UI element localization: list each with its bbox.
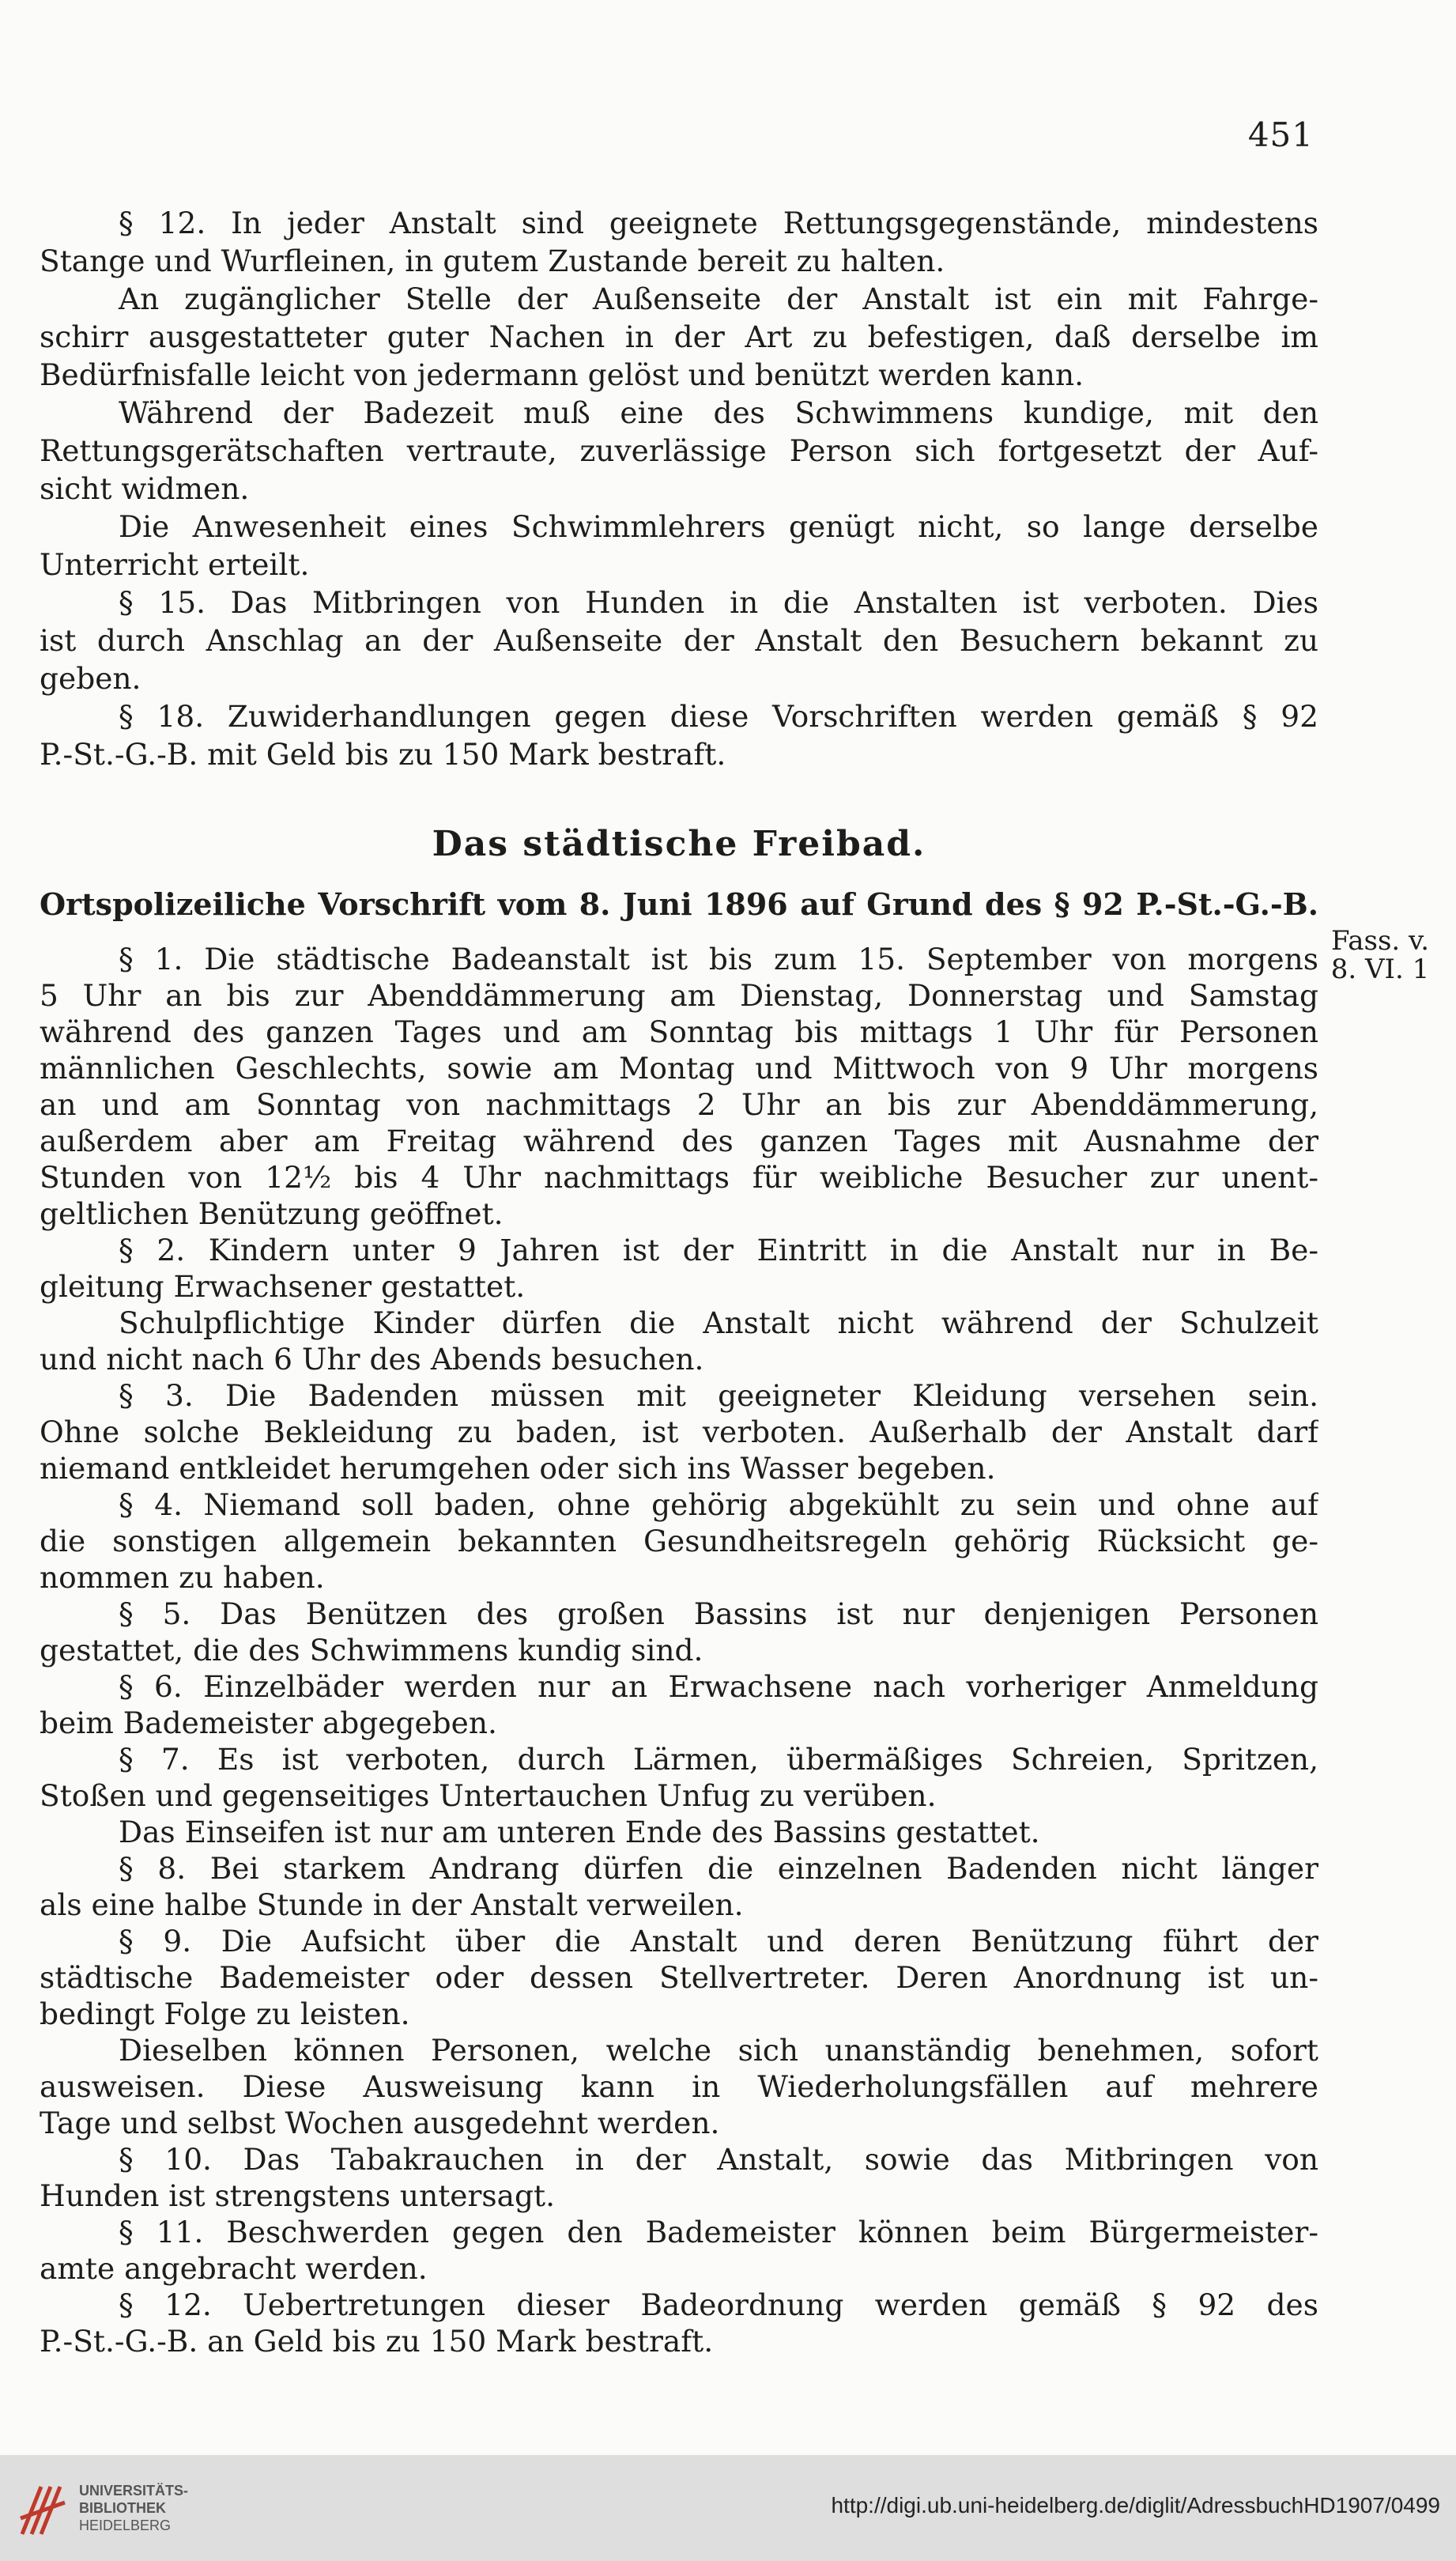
text-line: sicht widmen. bbox=[40, 471, 250, 506]
text-line: Während der Badezeit muß eine des Schwimmens kundige, mit den bbox=[119, 395, 1318, 430]
text-line: 5 Uhr an bis zur Abenddämmerung am Dienstag, Donnerstag und Samstag bbox=[40, 978, 1318, 1013]
text-line: § 12. Uebertretungen dieser Badeordnung werden gemäß § 92 des bbox=[119, 2287, 1318, 2322]
text-line: Stunden von 12½ bis 4 Uhr nachmittags für weibliche Besucher zur unent- bbox=[40, 1160, 1318, 1195]
text-line: und nicht nach 6 Uhr des Abends besuchen. bbox=[40, 1342, 704, 1377]
text-line: an und am Sonntag von nachmittags 2 Uhr an bis zur Abenddämmerung, bbox=[40, 1087, 1318, 1122]
text-line: An zugänglicher Stelle der Außenseite der Anstalt ist ein mit Fahrge- bbox=[119, 281, 1318, 316]
text-line: P.-St.-G.-B. mit Geld bis zu 150 Mark bestraft. bbox=[40, 737, 726, 772]
text-line: geben. bbox=[40, 661, 141, 696]
text-line: Rettungsgerätschaften vertraute, zuverlässige Person sich fortgesetzt der Auf- bbox=[40, 433, 1318, 468]
text-line: ist durch Anschlag an der Außenseite der Anstalt den Besuchern bekannt zu bbox=[40, 623, 1318, 658]
logo-line: BIBLIOTHEK bbox=[79, 2500, 166, 2516]
text-line: amte angebracht werden. bbox=[40, 2251, 428, 2286]
text-line: § 9. Die Aufsicht über die Anstalt und deren Benützung führt der bbox=[119, 1924, 1318, 1959]
footer-bar bbox=[0, 2455, 1456, 2561]
text-column bbox=[40, 204, 1318, 2359]
source-url-link[interactable]: http://digi.ub.uni-heidelberg.de/diglit/AdressbuchHD1907/0499 bbox=[831, 2493, 1440, 2518]
text-line: außerdem aber am Freitag während des ganzen Tages mit Ausnahme der bbox=[40, 1124, 1318, 1158]
text-line: § 18. Zuwiderhandlungen gegen diese Vorschriften werden gemäß § 92 bbox=[119, 699, 1318, 734]
text-line: § 15. Das Mitbringen von Hunden in die Anstalten ist verboten. Dies bbox=[119, 585, 1318, 620]
text-line: Bedürfnisfalle leicht von jedermann gelöst und benützt werden kann. bbox=[40, 357, 1084, 392]
text-line: Hunden ist strengstens untersagt. bbox=[40, 2178, 556, 2213]
page-number: 451 bbox=[1247, 115, 1314, 154]
logo-line: HEIDELBERG bbox=[79, 2518, 172, 2533]
text-line: § 1. Die städtische Badeanstalt ist bis zum 15. September von morgens bbox=[119, 942, 1318, 976]
text-line: ausweisen. Diese Ausweisung kann in Wiederholungsfällen auf mehrere bbox=[40, 2069, 1318, 2104]
text-line: städtische Bademeister oder dessen Stellvertreter. Deren Anordnung ist un- bbox=[40, 1960, 1318, 1995]
text-line: § 2. Kindern unter 9 Jahren ist der Eintritt in die Anstalt nur in Be- bbox=[119, 1233, 1318, 1267]
text-line: während des ganzen Tages und am Sonntag bis mittags 1 Uhr für Personen bbox=[40, 1014, 1318, 1049]
section-subtitle: Ortspolizeiliche Vorschrift vom 8. Juni 1896 auf Grund des § 92 P.-St.-G.-B. bbox=[40, 886, 1318, 922]
text-line: die sonstigen allgemein bekannten Gesundheitsregeln gehörig Rücksicht ge- bbox=[40, 1524, 1318, 1558]
text-line: P.-St.-G.-B. an Geld bis zu 150 Mark bestraft. bbox=[40, 2324, 714, 2359]
text-line: Unterricht erteilt. bbox=[40, 547, 310, 582]
text-line: Stange und Wurfleinen, in gutem Zustande bereit zu halten. bbox=[40, 244, 945, 278]
text-line: beim Bademeister abgegeben. bbox=[40, 1705, 497, 1740]
text-line: nommen zu haben. bbox=[40, 1560, 325, 1595]
margin-note-line: 8. VI. 1 bbox=[1330, 954, 1430, 985]
text-line: geltlichen Benützung geöffnet. bbox=[40, 1196, 504, 1231]
text-line: § 7. Es ist verboten, durch Lärmen, übermäßiges Schreien, Spritzen, bbox=[119, 1742, 1318, 1777]
text-line: Dieselben können Personen, welche sich unanständig benehmen, sofort bbox=[119, 2033, 1318, 2068]
text-line: als eine halbe Stunde in der Anstalt verweilen. bbox=[40, 1887, 744, 1922]
text-line: Stoßen und gegenseitiges Untertauchen Unfug zu verüben. bbox=[40, 1778, 937, 1813]
margin-note bbox=[1325, 927, 1435, 984]
text-line: gleitung Erwachsener gestattet. bbox=[40, 1269, 526, 1304]
text-line: § 4. Niemand soll baden, ohne gehörig abgekühlt zu sein und ohne auf bbox=[119, 1487, 1318, 1522]
text-line: männlichen Geschlechts, sowie am Montag und Mittwoch von 9 Uhr morgens bbox=[40, 1051, 1318, 1086]
text-line: Schulpflichtige Kinder dürfen die Anstalt nicht während der Schulzeit bbox=[119, 1305, 1318, 1340]
text-line: bedingt Folge zu leisten. bbox=[40, 1996, 410, 2031]
text-line: Tage und selbst Wochen ausgedehnt werden. bbox=[40, 2106, 720, 2140]
text-line: § 8. Bei starkem Andrang dürfen die einzelnen Badenden nicht länger bbox=[119, 1851, 1318, 1886]
text-line: Das Einseifen ist nur am unteren Ende des Bassins gestattet. bbox=[119, 1815, 1040, 1849]
text-line: Die Anwesenheit eines Schwimmlehrers genügt nicht, so lange derselbe bbox=[119, 509, 1318, 544]
text-line: § 5. Das Benützen des großen Bassins ist nur denjenigen Personen bbox=[119, 1596, 1318, 1631]
library-logo-text bbox=[79, 2482, 188, 2534]
library-logo-icon bbox=[16, 2479, 71, 2539]
text-line: gestattet, die des Schwimmens kundig sind. bbox=[40, 1633, 703, 1668]
text-line: § 12. In jeder Anstalt sind geeignete Rettungsgegenstände, mindestens bbox=[119, 206, 1318, 240]
text-line: schirr ausgestatteter guter Nachen in der Art zu befestigen, daß derselbe im bbox=[40, 319, 1318, 354]
text-line: § 10. Das Tabakrauchen in der Anstalt, sowie das Mitbringen von bbox=[119, 2142, 1318, 2177]
logo-line: UNIVERSITÄTS- bbox=[79, 2483, 189, 2499]
section-title: Das städtische Freibad. bbox=[432, 824, 926, 864]
text-line: § 11. Beschwerden gegen den Bademeister können beim Bürgermeister- bbox=[119, 2215, 1318, 2249]
text-line: niemand entkleidet herumgehen oder sich ins Wasser begeben. bbox=[40, 1451, 996, 1486]
text-line: Ohne solche Bekleidung zu baden, ist verboten. Außerhalb der Anstalt darf bbox=[40, 1415, 1318, 1449]
margin-note-line: Fass. v. bbox=[1330, 925, 1430, 957]
text-line: § 6. Einzelbäder werden nur an Erwachsene nach vorheriger Anmeldung bbox=[119, 1669, 1318, 1704]
text-line: § 3. Die Badenden müssen mit geeigneter Kleidung versehen sein. bbox=[119, 1378, 1318, 1413]
